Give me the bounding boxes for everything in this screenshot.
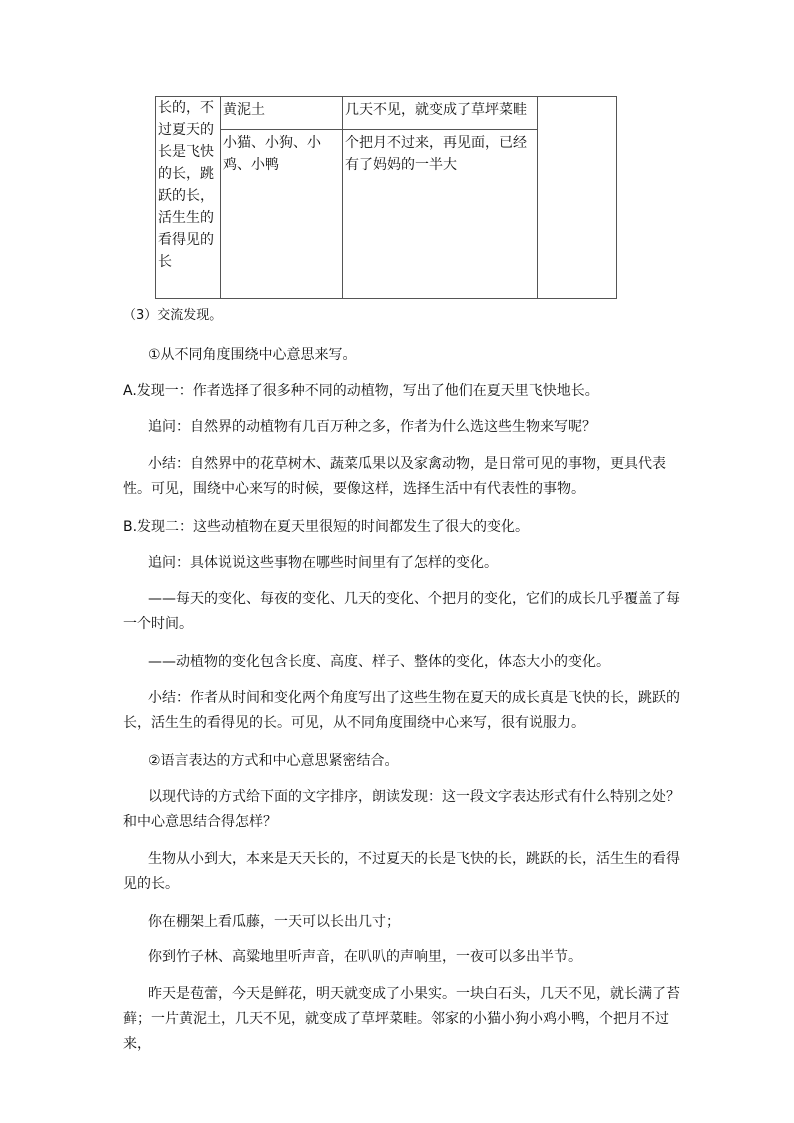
- question-a: 追问：自然界的动植物有几百万种之多，作者为什么选这些生物来写呢？: [148, 419, 596, 435]
- table-cell-text: 黄泥土: [223, 102, 265, 118]
- point1-heading: ①从不同角度围绕中心意思来写。: [148, 347, 357, 363]
- table-cell: [343, 130, 538, 299]
- table-cell: [343, 97, 538, 130]
- table-cell: [221, 97, 343, 130]
- table-cell-text: 小猫、小狗、小鸡、小鸭: [223, 135, 321, 173]
- poem-line-4: 昨天是苞蕾，今天是鲜花，明天就变成了小果实。一块白石头，几天不见，就长满了苔藓；一片黄泥土，几天不见，就变成了草坪菜畦。邻家的小猫小狗小鸡小鸭，个把月不过来，: [123, 986, 680, 1052]
- summary-b: 小结：作者从时间和变化两个角度写出了这些生物在夏天的成长真是飞快的长，跳跃的长，活生生的看得见的长。可见，从不同角度围绕中心来写，很有说服力。: [123, 690, 680, 731]
- table-row: [156, 97, 617, 130]
- summary-a: 小结：自然界中的花草树木、蔬菜瓜果以及家禽动物，是日常可见的事物，更具代表性。可见，围绕中心来写的时候，要像这样，选择生活中有代表性的事物。: [123, 456, 666, 497]
- poem-line-3: 你到竹子林、高粱地里听声音，在叭叭的声响里，一夜可以多出半节。: [148, 949, 582, 965]
- question-b: 追问：具体说说这些事物在哪些时间里有了怎样的变化。: [148, 555, 498, 571]
- table-cell-empty: [538, 97, 617, 299]
- table-cell-text: 几天不见，就变成了草坪菜畦: [345, 102, 527, 118]
- answer-b2: ——动植物的变化包含长度、高度、样子、整体的变化，体态大小的变化。: [148, 654, 610, 670]
- discovery-a: A.发现一：作者选择了很多种不同的动植物，写出了他们在夏天里飞快地长。: [123, 383, 599, 399]
- poem-line-1: 生物从小到大，本来是天天长的，不过夏天的长是飞快的长，跳跃的长，活生生的看得见的长。: [123, 851, 680, 892]
- poem-line-2: 你在棚架上看瓜藤，一天可以长出几寸；: [148, 914, 400, 930]
- table-cell: [221, 130, 343, 299]
- table-cell-summary: [156, 97, 221, 299]
- discovery-b: B.发现二：这些动植物在夏天里很短的时间都发生了很大的变化。: [123, 519, 530, 535]
- section-heading: （3）交流发现。: [123, 308, 223, 323]
- table-cell-text: 长的，不过夏天的长是飞快的长，跳跃的长，活生生的看得见的长: [158, 100, 214, 270]
- growth-table: [155, 96, 617, 299]
- answer-b1: ——每天的变化、每夜的变化、几天的变化、个把月的变化，它们的成长几乎覆盖了每一个时间。: [123, 591, 680, 632]
- point2-heading: ②语言表达的方式和中心意思紧密结合。: [148, 753, 399, 769]
- task-text: 以现代诗的方式给下面的文字排序，朗读发现：这一段文字表达形式有什么特别之处？和中心意思结合得怎样？: [123, 789, 680, 830]
- table-cell-text: 个把月不过来，再见面，已经有了妈妈的一半大: [345, 135, 527, 173]
